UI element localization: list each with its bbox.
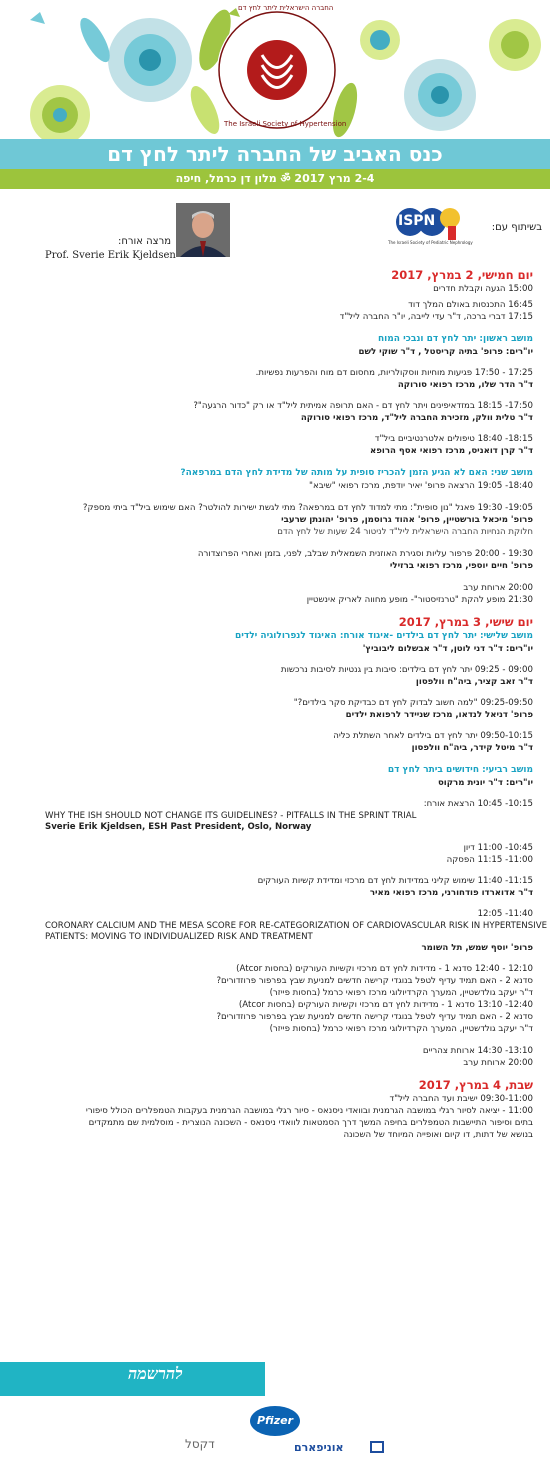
day-heading: יום שישי, 3 במרץ, 2017 bbox=[398, 615, 533, 629]
program-line: ד"ר יעקב גולדשטיין, המערך הקרדיולוגי מרכז רפואי כרמל (בחסות פייזר) bbox=[269, 1024, 533, 1034]
dexcel-logo: דקסל bbox=[185, 1437, 215, 1451]
program-line: 11:40- 12:05 bbox=[477, 909, 533, 919]
program-line: 16:45 התכנסות באולם המלך דוד bbox=[408, 300, 533, 310]
program-line: 09:50-10:15 יתר לחץ דם בילדים לאחר השתלת כליה bbox=[333, 731, 533, 741]
speaker-line: יו"רים: ד"ר יונית מרקוס bbox=[437, 778, 533, 788]
speaker-line: ד"ר אדוארדו פודחורני, מרכז רפואי מאיר bbox=[369, 888, 533, 898]
program-line: 19:05- 19:30 פאנל "נון סופית": מתי למדוד לחץ דם במרפאה? מתי לגשת ישירות להולטר? האם שימוש ביל"ד ביתי מספק? bbox=[82, 503, 533, 513]
conference-title: כנס האביב של החברה ליתר לחץ דם bbox=[0, 139, 550, 169]
program-line: 19:30 - 20:00 פרפור עליות וסגירת האוזנית השמאלית שבלב, לפני, בזמן ואחרי הפרוצדורה bbox=[197, 549, 533, 559]
program-line: בנושא של דתות, דו קיום ואופייה המיוחד של השכונה bbox=[343, 1130, 533, 1140]
ispn-logo bbox=[388, 200, 473, 248]
speaker-line: ד"ר זאב קציר, ביה"ח וולפסון bbox=[415, 677, 533, 687]
program-line: 12:40- 13:10 סדנא 1 - מדידות לחץ דם מרכזי וקשיות העורקים (בחסות Atcor) bbox=[238, 1000, 533, 1010]
speaker-line: ד"ר טלית וולק, מזכירת החברה ליל"ד, מרכז רפואי סורוקה bbox=[300, 413, 533, 423]
program-line: 10:45- 11:00 דיון bbox=[463, 843, 533, 853]
program-line: 09:00 - 09:25 יתר לחץ דם בילדים: סיבות בין גנטיות לסיבות נרכשות bbox=[280, 665, 533, 675]
floral-illustration bbox=[0, 0, 550, 140]
english-lecture-title: CORONARY CALCIUM AND THE MESA SCORE FOR RE-CATEGORIZATION OF CARDIOVASCULAR RISK IN HYPERTENSIVE bbox=[45, 921, 548, 931]
program-line: 15:00 הגעה וקבלת חדרים bbox=[433, 284, 533, 294]
speaker-line: פרופ' דניאל לנדאו, מרכז שניידר לרפואת ילדים bbox=[345, 710, 533, 720]
session-heading: מושב שני: האם לא הגיע הזמן להכריז סופית על מותה של מדידת לחץ הדם במרפאה? bbox=[180, 468, 533, 478]
session-heading: מושב רביעי: חידושים ביתר לחץ דם bbox=[387, 765, 533, 775]
program-line: 11:00 - יציאה לסיור רגלי במושבה הגרמנית ובוואדי ניסנאס - סיור רגלי במושבה הגרמנית בעקבות הטמפלרים הכולל סיפורי bbox=[85, 1106, 533, 1116]
guest-speaker-name: Prof. Sverie Erik Kjeldsen bbox=[45, 250, 176, 261]
program-line: 10:15- 10:45 הרצאת אורח: bbox=[423, 799, 533, 809]
guest-speaker-photo bbox=[176, 203, 230, 257]
program-line: 13:10- 14:30 ארוחת צהריים bbox=[422, 1046, 533, 1056]
unipharm-logo: אוניפארם bbox=[294, 1441, 344, 1454]
program-line: 12:10 - 12:40 סדנא 1 - מדידות לחץ דם מרכזי וקשיות העורקים (בחסות Atcor) bbox=[236, 964, 533, 974]
speaker-line: ד"ר קרן דואניס, מרכז רפואי אסף הרופא bbox=[370, 446, 533, 456]
speaker-line: פרופ' מיכאל בורשטיין, פרופ' אהוד גרוסמן, פרופ' יהונתן שרעבי bbox=[281, 515, 533, 525]
program-line: 18:15- 18:40 טיפולים אלטרנטיביים ביל"ד bbox=[374, 434, 533, 444]
program-line: 11:00- 11:15 הפסקה bbox=[446, 855, 533, 865]
pfizer-logo: Pfizer bbox=[250, 1406, 300, 1436]
program-line: 09:25-09:50 "למה חשוב לבדוק לחץ דם כבדיקת סקר בילדים?" bbox=[293, 698, 533, 708]
program-line: 17:25 - 17:50 פגיעות מוחיות ווסקולריות, מחסום דם מוח והפרעות נפשיות. bbox=[255, 368, 533, 378]
register-label[interactable]: להרשמה bbox=[128, 1364, 183, 1383]
guest-speaker-label: מרצה אורח: bbox=[118, 236, 172, 247]
note-line: חלוקת הנחיות החברה הישראלית ליל"ד לניטור 24 שעות של לחץ הדם bbox=[277, 527, 533, 537]
program-line: 17:50- 18:15 במזדאיפינים ויתר לחץ דם - האם תרופה אמיתית ליל"ד או רק "כדור הרגעה"? bbox=[193, 401, 533, 411]
portrait-image bbox=[176, 203, 230, 257]
program-line: 17:15 דברי ברכה, ד"ר עדי לייבה, יו"ר החברה ליל"ד bbox=[339, 312, 533, 322]
speaker-line: ד"ר מיטל קידר, ביה"ח וולפסון bbox=[411, 743, 533, 753]
society-seal-hebrew: החברה הישראלית ליתר לחץ דם bbox=[238, 4, 334, 12]
speaker-line: פרופ' יוסף שמש, תל השומר bbox=[421, 943, 533, 953]
english-lecture-title: PATIENTS: MOVING TO INDIVIDUALIZED RISK AND TREATMENT bbox=[45, 932, 313, 942]
program-line: 21:30 מופע להקת "טרנזיסטור"- מופע מחווה לאריק אינשטיין bbox=[306, 595, 533, 605]
conference-date-venue: 2-4 מרץ 2017 ॐ מלון דן כרמל, חיפה bbox=[0, 169, 550, 189]
speaker-line: יו"רים: פרופ' בתיה קריסטל , ד"ר שוקי לשם bbox=[358, 347, 533, 357]
day-heading: שבת, 4 במרץ, 2017 bbox=[418, 1078, 533, 1092]
english-speaker-line: Sverie Erik Kjeldsen, ESH Past President, Oslo, Norway bbox=[45, 822, 312, 832]
partnership-label: בשיתוף עם: bbox=[491, 222, 542, 233]
unipharm-icon bbox=[370, 1441, 384, 1453]
ispn-caption: The Israeli Society of Pediatric Nephrology bbox=[388, 240, 473, 245]
ispn-logo-text: ISPN bbox=[398, 213, 436, 229]
session-heading: מושב שלישי: יתר לחץ דם בילדים -איגוד אורח: האיגוד לנפרולוגיה ילדים bbox=[235, 631, 533, 641]
program-line: 09:30-11:00 ישיבת ועד החברה ליל"ד bbox=[389, 1094, 533, 1104]
program-line: 11:15- 11:40 שימוש קליני במדידות לחץ דם מרכזי ומדידת קשיות העורקים bbox=[257, 876, 533, 886]
speaker-line: יו"רים: ד"ר דני לוטן, ד"ר אבשלום ליבוביץ' bbox=[362, 644, 533, 654]
header-artwork bbox=[0, 0, 550, 140]
session-heading: מושב ראשון: יתר לחץ דם ונבכי המוח bbox=[377, 334, 533, 344]
program-line: ד"ר יעקב גולדשטיין, המערך הקרדיולוגי מרכז רפואי כרמל (בחסות פייזר) bbox=[269, 988, 533, 998]
program-line: 18:40- 19:05 הרצאה פרופ' יאיר יודפת, מרכז רפואי "שיבא" bbox=[309, 481, 533, 491]
program-line: סדנא 2 - האם תמיד עדיף לטפל בנוגדי קרישה חדשים למניעת שבץ בפרפור פרוזדורים? bbox=[216, 1012, 533, 1022]
program-line: 20:00 ארוחת ערב bbox=[463, 583, 533, 593]
english-lecture-title: WHY THE ISH SHOULD NOT CHANGE ITS GUIDELINES? - PITFALLS IN THE SPRINT TRIAL bbox=[45, 811, 417, 821]
speaker-line: ד"ר הדר שלו, מרכז רפואי סורוקה bbox=[397, 380, 533, 390]
society-seal-english: The Israeli Society of Hypertension bbox=[224, 120, 347, 128]
program-line: סדנא 2 - האם תמיד עדיף לטפל בנוגדי קרישה חדשים למניעת שבץ בפרפור פרוזדורים? bbox=[216, 976, 533, 986]
program-line: 20:00 ארוחת ערב bbox=[463, 1058, 533, 1068]
day-heading: יום חמישי, 2 במרץ, 2017 bbox=[391, 268, 533, 282]
speaker-line: פרופ' חיים יוספי, מרכז רפואי ברזילי bbox=[389, 561, 533, 571]
program-line: בתים וסיפור התיישבות הטמפלרים בחיפה המשך דרך הסמטאות לוואדי ניסנאס - השכונה הנוצרית - מוסלמית שם מתמקדים bbox=[88, 1118, 533, 1128]
